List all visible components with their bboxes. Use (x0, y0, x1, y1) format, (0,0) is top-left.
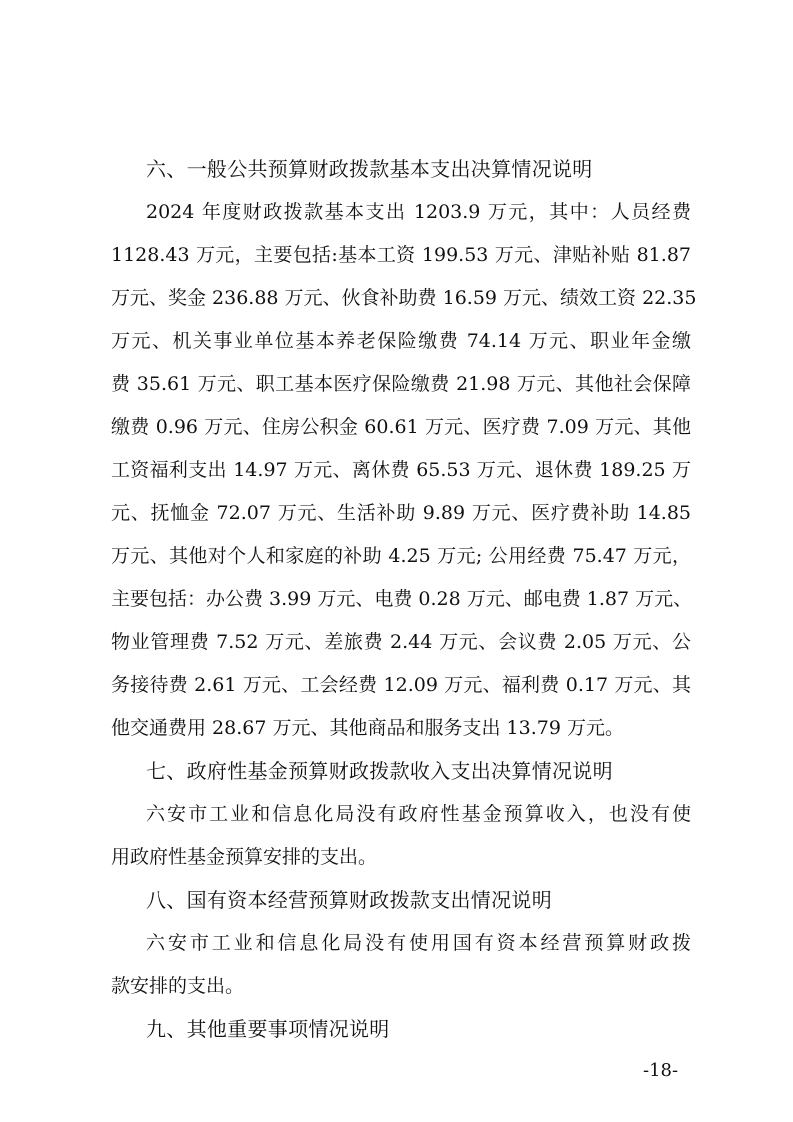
section-six-line-7-text: 工资福利支出 14.97 万元、离休费 65.53 万元、退休费 189.25 万 (111, 459, 691, 481)
section-seven-line-2-text: 用政府性基金预算安排的支出。 (111, 846, 378, 868)
section-six-line-7 (111, 458, 691, 482)
section-six-line-5 (111, 372, 691, 396)
section-six-line-13-text: 他交通费用 28.67 万元、其他商品和服务支出 13.79 万元。 (111, 717, 624, 739)
section-six-line-9-text: 万元、其他对个人和家庭的补助 4.25 万元; 公用经费 75.47 万元， (111, 545, 691, 567)
section-seven-line-2 (111, 845, 691, 869)
page-number: -18- (643, 1060, 679, 1081)
section-heading-nine: 九、其他重要事项情况说明 (146, 1017, 390, 1041)
section-six-line-11-text: 物业管理费 7.52 万元、差旅费 2.44 万元、会议费 2.05 万元、公 (111, 631, 691, 653)
section-six-line-4-text: 万元、机关事业单位基本养老保险缴费 74.14 万元、职业年金缴 (111, 330, 691, 352)
section-heading-eight: 八、国有资本经营预算财政拨款支出情况说明 (146, 888, 552, 912)
section-heading-six: 六、一般公共预算财政拨款基本支出决算情况说明 (146, 157, 593, 181)
section-six-line-3 (111, 286, 697, 310)
section-eight-line-1-text: 六安市工业和信息化局没有使用国有资本经营预算财政拨 (146, 932, 691, 954)
section-eight-line-1 (146, 931, 691, 955)
section-six-line-10-text: 主要包括：办公费 3.99 万元、电费 0.28 万元、邮电费 1.87 万元、 (111, 588, 693, 610)
section-eight-line-2-text: 款安排的支出。 (111, 975, 245, 997)
section-eight-line-2 (111, 974, 691, 998)
section-six-line-3-text: 万元、奖金 236.88 万元、伙食补助费 16.59 万元、绩效工资 22.35 (111, 287, 697, 309)
section-six-line-11 (111, 630, 691, 654)
section-seven-line-1-text: 六安市工业和信息化局没有政府性基金预算收入，也没有使 (146, 803, 691, 825)
section-six-line-12-text: 务接待费 2.61 万元、工会经费 12.09 万元、福利费 0.17 万元、其 (111, 674, 691, 696)
section-six-line-4 (111, 329, 691, 353)
section-six-line-5-text: 费 35.61 万元、职工基本医疗保险缴费 21.98 万元、其他社会保障 (111, 373, 691, 395)
section-six-line-8-text: 元、抚恤金 72.07 万元、生活补助 9.89 万元、医疗费补助 14.85 (111, 502, 691, 524)
section-six-line-1-text: 2024 年度财政拨款基本支出 1203.9 万元，其中：人员经费 (146, 201, 691, 223)
section-six-line-6 (111, 415, 691, 439)
section-six-line-2-text: 1128.43 万元，主要包括:基本工资 199.53 万元、津贴补贴 81.87 (111, 244, 691, 266)
section-six-line-10 (111, 587, 691, 611)
section-six-line-12 (111, 673, 691, 697)
section-six-line-9 (111, 544, 691, 568)
section-six-line-13 (111, 716, 691, 740)
section-six-line-1 (146, 200, 691, 224)
section-heading-seven: 七、政府性基金预算财政拨款收入支出决算情况说明 (146, 759, 613, 783)
section-six-line-6-text: 缴费 0.96 万元、住房公积金 60.61 万元、医疗费 7.09 万元、其他 (111, 416, 691, 438)
section-six-line-8 (111, 501, 691, 525)
section-six-line-2 (111, 243, 691, 267)
section-seven-line-1 (146, 802, 691, 826)
